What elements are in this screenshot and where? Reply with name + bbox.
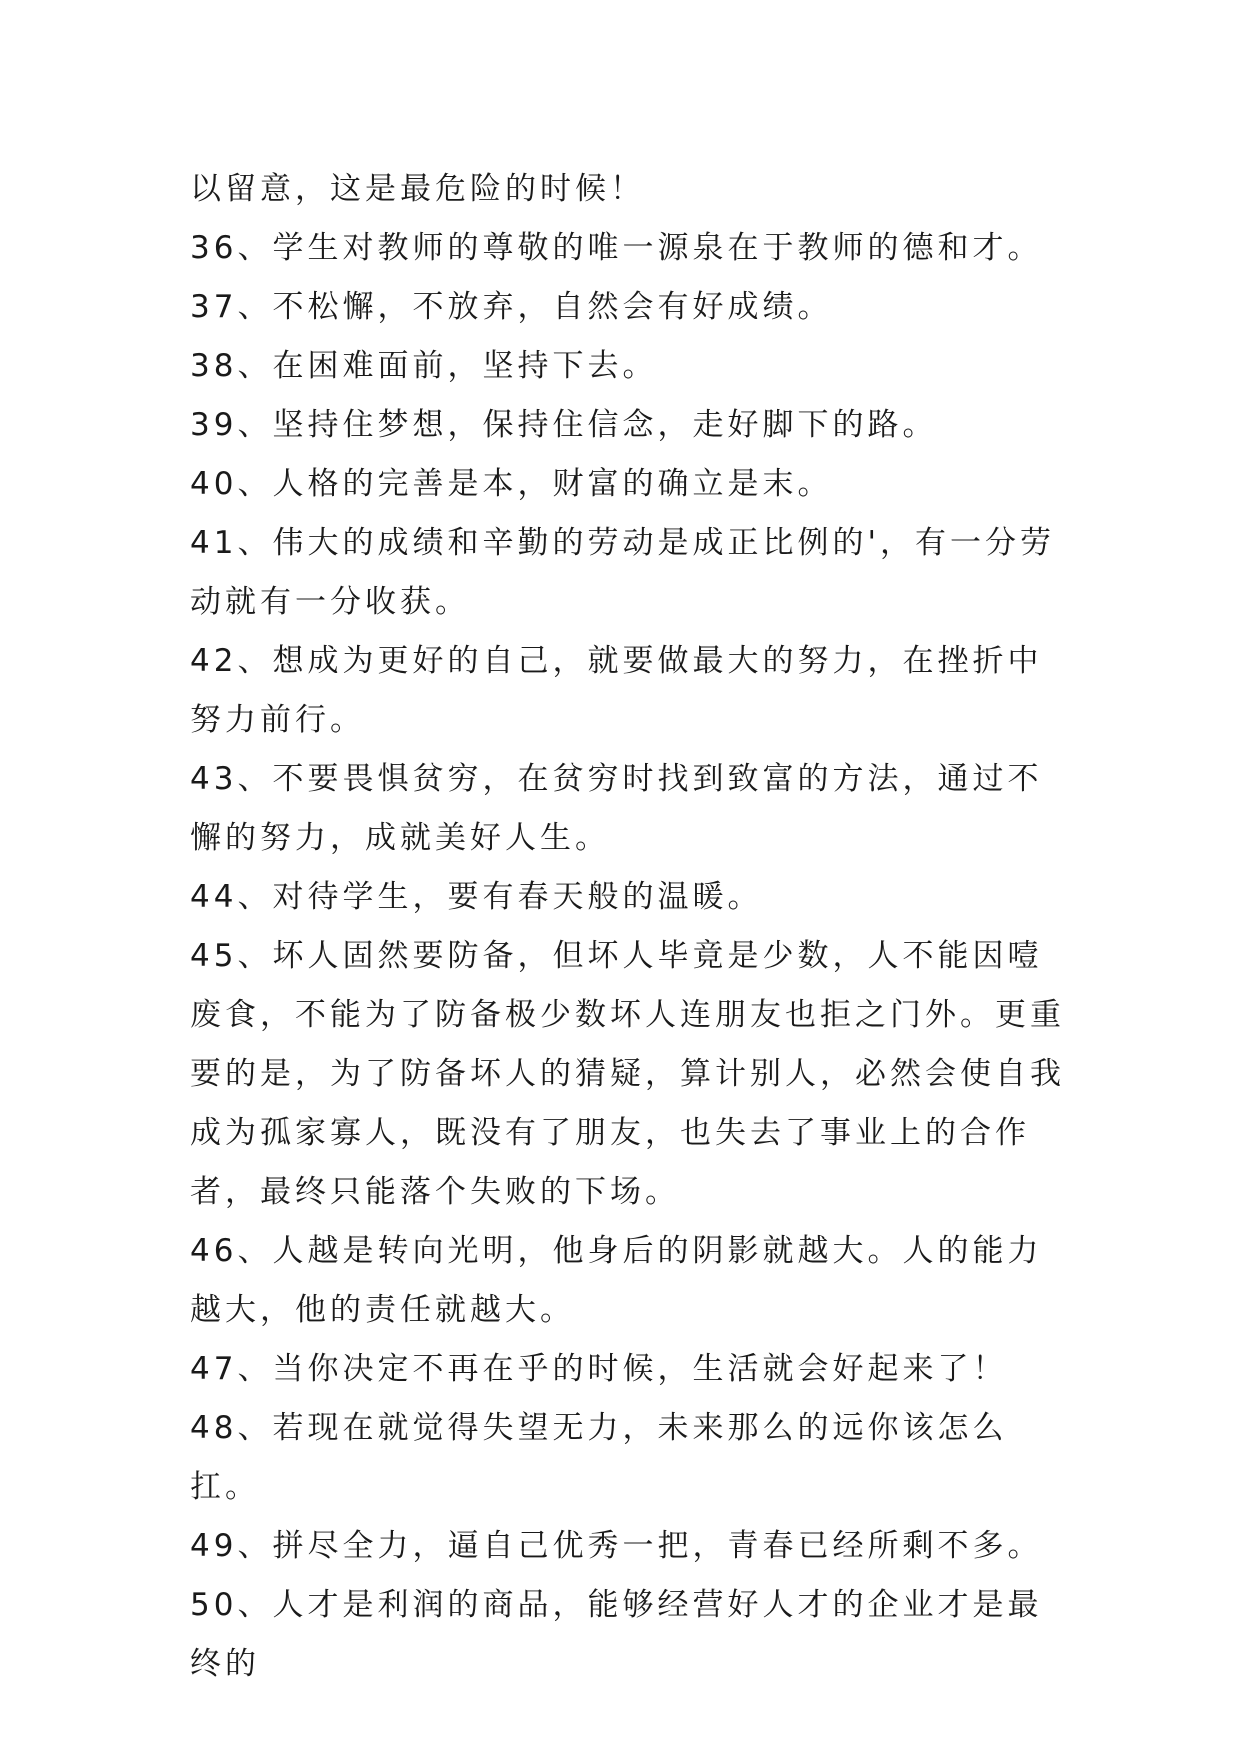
paragraph: 42、想成为更好的自己，就要做最大的努力，在挫折中努力前行。 (190, 643, 1043, 738)
paragraph: 46、人越是转向光明，他身后的阴影就越大。人的能力越大，他的责任就越大。 (190, 1233, 1043, 1328)
paragraph: 41、伟大的成绩和辛勤的劳动是成正比例的'，有一分劳动就有一分收获。 (190, 525, 1055, 620)
paragraph: 38、在困难面前，坚持下去。 (190, 348, 658, 384)
paragraph: 39、坚持住梦想，保持住信念，走好脚下的路。 (190, 407, 938, 443)
paragraph: 以留意，这是最危险的时候！ (190, 171, 645, 207)
document-body (190, 160, 1070, 1694)
paragraph: 47、当你决定不再在乎的时候，生活就会好起来了！ (190, 1351, 1008, 1387)
paragraph: 50、人才是利润的商品，能够经营好人才的企业才是最终的 (190, 1587, 1043, 1682)
paragraph: 49、拼尽全力，逼自己优秀一把，青春已经所剩不多。 (190, 1528, 1043, 1564)
paragraph: 44、对待学生，要有春天般的温暖。 (190, 879, 763, 915)
paragraph: 36、学生对教师的尊敬的唯一源泉在于教师的德和才。 (190, 230, 1043, 266)
paragraph: 45、坏人固然要防备，但坏人毕竟是少数，人不能因噎废食，不能为了防备极少数坏人连朋友也拒之门外。更重要的是，为了防备坏人的猜疑，算计别人，必然会使自我成为孤家寡人，既没有了朋友，也失去了事业上的合作者，最终只能落个失败的下场。 (190, 938, 1065, 1210)
paragraph: 40、人格的完善是本，财富的确立是末。 (190, 466, 833, 502)
paragraph: 48、若现在就觉得失望无力，未来那么的远你该怎么扛。 (190, 1410, 1008, 1505)
paragraph: 37、不松懈，不放弃，自然会有好成绩。 (190, 289, 833, 325)
paragraph: 43、不要畏惧贫穷，在贫穷时找到致富的方法，通过不懈的努力，成就美好人生。 (190, 761, 1043, 856)
